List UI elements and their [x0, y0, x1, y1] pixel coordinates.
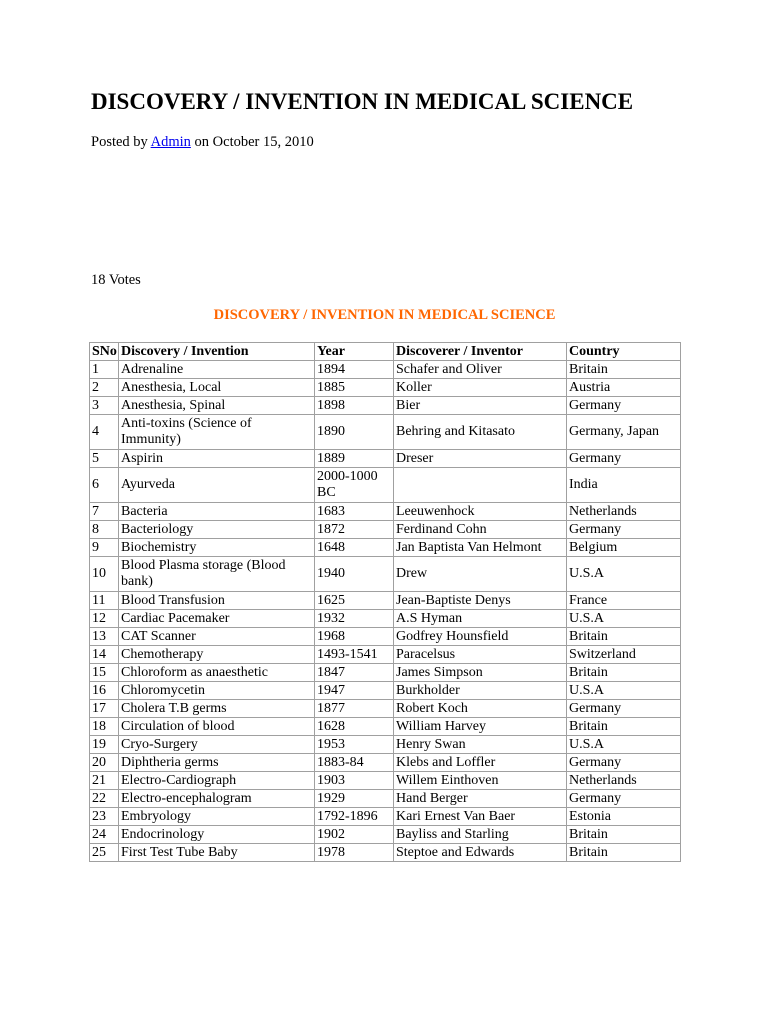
cell-discoverer: Jan Baptista Van Helmont — [394, 539, 567, 557]
cell-discovery: Biochemistry — [119, 539, 315, 557]
cell-sno: 17 — [90, 700, 119, 718]
cell-year: 1902 — [315, 826, 394, 844]
cell-country: Britain — [567, 844, 681, 862]
cell-country: India — [567, 468, 681, 503]
cell-discovery: Adrenaline — [119, 361, 315, 379]
cell-year: 1898 — [315, 397, 394, 415]
table-row — [90, 415, 681, 450]
cell-year: 1889 — [315, 450, 394, 468]
cell-sno: 14 — [90, 646, 119, 664]
cell-year: 1953 — [315, 736, 394, 754]
cell-year: 1929 — [315, 790, 394, 808]
table-row — [90, 646, 681, 664]
cell-sno: 7 — [90, 503, 119, 521]
cell-year: 1792-1896 — [315, 808, 394, 826]
table-row — [90, 772, 681, 790]
cell-discovery: Circulation of blood — [119, 718, 315, 736]
cell-discovery: First Test Tube Baby — [119, 844, 315, 862]
cell-year: 1625 — [315, 592, 394, 610]
author-link[interactable]: Admin — [150, 134, 191, 150]
cell-country: Netherlands — [567, 772, 681, 790]
cell-discovery: Chloroform as anaesthetic — [119, 664, 315, 682]
cell-discoverer — [394, 468, 567, 503]
header-country: Country — [567, 343, 681, 361]
cell-country: Germany, Japan — [567, 415, 681, 450]
cell-country: Britain — [567, 826, 681, 844]
cell-discovery: Bacteria — [119, 503, 315, 521]
cell-year: 1648 — [315, 539, 394, 557]
cell-year: 1947 — [315, 682, 394, 700]
cell-country: Estonia — [567, 808, 681, 826]
cell-discovery: Cardiac Pacemaker — [119, 610, 315, 628]
page-title: DISCOVERY / INVENTION IN MEDICAL SCIENCE — [91, 89, 634, 114]
cell-sno: 11 — [90, 592, 119, 610]
cell-year: 1883-84 — [315, 754, 394, 772]
cell-sno: 13 — [90, 628, 119, 646]
cell-country: U.S.A — [567, 610, 681, 628]
table-row — [90, 664, 681, 682]
cell-country: Britain — [567, 628, 681, 646]
cell-discoverer: Bayliss and Starling — [394, 826, 567, 844]
cell-year: 1940 — [315, 557, 394, 592]
cell-discovery: Chloromycetin — [119, 682, 315, 700]
cell-discoverer: Henry Swan — [394, 736, 567, 754]
table-row — [90, 521, 681, 539]
cell-country: Germany — [567, 790, 681, 808]
cell-discovery: Electro-encephalogram — [119, 790, 315, 808]
byline-prefix: Posted by — [91, 134, 151, 150]
cell-sno: 6 — [90, 468, 119, 503]
table-row — [90, 557, 681, 592]
cell-country: Germany — [567, 754, 681, 772]
cell-discoverer: Willem Einthoven — [394, 772, 567, 790]
table-row — [90, 610, 681, 628]
cell-discovery: CAT Scanner — [119, 628, 315, 646]
cell-year: 2000-1000 BC — [315, 468, 394, 503]
table-row — [90, 808, 681, 826]
cell-sno: 4 — [90, 415, 119, 450]
cell-discovery: Cryo-Surgery — [119, 736, 315, 754]
cell-sno: 18 — [90, 718, 119, 736]
cell-country: Germany — [567, 450, 681, 468]
table-row — [90, 736, 681, 754]
cell-sno: 25 — [90, 844, 119, 862]
table-title: DISCOVERY / INVENTION IN MEDICAL SCIENCE — [213, 307, 556, 323]
table-row — [90, 592, 681, 610]
table-row — [90, 790, 681, 808]
cell-discoverer: Burkholder — [394, 682, 567, 700]
byline-date: on October 15, 2010 — [190, 134, 314, 150]
votes-count: 18 Votes — [91, 272, 141, 288]
cell-discovery: Endocrinology — [119, 826, 315, 844]
cell-discovery: Cholera T.B germs — [119, 700, 315, 718]
cell-discoverer: Robert Koch — [394, 700, 567, 718]
cell-year: 1683 — [315, 503, 394, 521]
cell-sno: 10 — [90, 557, 119, 592]
header-discoverer: Discoverer / Inventor — [394, 343, 567, 361]
cell-country: U.S.A — [567, 736, 681, 754]
cell-sno: 15 — [90, 664, 119, 682]
cell-year: 1872 — [315, 521, 394, 539]
cell-country: France — [567, 592, 681, 610]
table-row — [90, 826, 681, 844]
cell-sno: 9 — [90, 539, 119, 557]
cell-discoverer: Bier — [394, 397, 567, 415]
cell-discovery: Diphtheria germs — [119, 754, 315, 772]
cell-sno: 8 — [90, 521, 119, 539]
cell-discoverer: Paracelsus — [394, 646, 567, 664]
cell-sno: 12 — [90, 610, 119, 628]
cell-discovery: Blood Plasma storage (Blood bank) — [119, 557, 315, 592]
table-row — [90, 628, 681, 646]
cell-year: 1885 — [315, 379, 394, 397]
cell-sno: 16 — [90, 682, 119, 700]
cell-country: Switzerland — [567, 646, 681, 664]
cell-sno: 5 — [90, 450, 119, 468]
cell-discoverer: Hand Berger — [394, 790, 567, 808]
cell-country: Britain — [567, 664, 681, 682]
cell-year: 1894 — [315, 361, 394, 379]
cell-country: Netherlands — [567, 503, 681, 521]
table-body — [90, 361, 681, 862]
cell-discoverer: Koller — [394, 379, 567, 397]
cell-discoverer: Dreser — [394, 450, 567, 468]
cell-country: Austria — [567, 379, 681, 397]
cell-discoverer: Steptoe and Edwards — [394, 844, 567, 862]
cell-discovery: Chemotherapy — [119, 646, 315, 664]
cell-country: U.S.A — [567, 557, 681, 592]
table-row — [90, 397, 681, 415]
cell-country: Belgium — [567, 539, 681, 557]
cell-sno: 20 — [90, 754, 119, 772]
cell-year: 1890 — [315, 415, 394, 450]
cell-discovery: Anesthesia, Spinal — [119, 397, 315, 415]
cell-year: 1493-1541 — [315, 646, 394, 664]
cell-country: Britain — [567, 718, 681, 736]
cell-discoverer: Jean-Baptiste Denys — [394, 592, 567, 610]
table-row — [90, 844, 681, 862]
cell-discovery: Aspirin — [119, 450, 315, 468]
header-discovery: Discovery / Invention — [119, 343, 315, 361]
cell-discoverer: Godfrey Hounsfield — [394, 628, 567, 646]
cell-discoverer: Behring and Kitasato — [394, 415, 567, 450]
discovery-table — [89, 342, 681, 862]
table-row — [90, 754, 681, 772]
table-row — [90, 503, 681, 521]
cell-sno: 1 — [90, 361, 119, 379]
byline — [91, 134, 314, 151]
cell-year: 1903 — [315, 772, 394, 790]
table-row — [90, 682, 681, 700]
cell-year: 1877 — [315, 700, 394, 718]
cell-year: 1968 — [315, 628, 394, 646]
cell-country: Germany — [567, 700, 681, 718]
cell-discoverer: A.S Hyman — [394, 610, 567, 628]
cell-discovery: Electro-Cardiograph — [119, 772, 315, 790]
cell-sno: 23 — [90, 808, 119, 826]
cell-discovery: Anesthesia, Local — [119, 379, 315, 397]
cell-discoverer: Kari Ernest Van Baer — [394, 808, 567, 826]
cell-country: Britain — [567, 361, 681, 379]
cell-sno: 19 — [90, 736, 119, 754]
cell-discovery: Blood Transfusion — [119, 592, 315, 610]
cell-discoverer: Ferdinand Cohn — [394, 521, 567, 539]
table-row — [90, 361, 681, 379]
cell-year: 1978 — [315, 844, 394, 862]
table-row — [90, 539, 681, 557]
cell-discoverer: Drew — [394, 557, 567, 592]
table-row — [90, 718, 681, 736]
table-header-row — [90, 343, 681, 361]
table-row — [90, 700, 681, 718]
cell-discovery: Embryology — [119, 808, 315, 826]
cell-discoverer: Leeuwenhock — [394, 503, 567, 521]
cell-discovery: Bacteriology — [119, 521, 315, 539]
cell-discoverer: Schafer and Oliver — [394, 361, 567, 379]
cell-sno: 24 — [90, 826, 119, 844]
header-sno: SNo — [90, 343, 119, 361]
cell-discoverer: William Harvey — [394, 718, 567, 736]
cell-country: U.S.A — [567, 682, 681, 700]
cell-country: Germany — [567, 521, 681, 539]
cell-year: 1628 — [315, 718, 394, 736]
header-year: Year — [315, 343, 394, 361]
cell-discoverer: Klebs and Loffler — [394, 754, 567, 772]
cell-country: Germany — [567, 397, 681, 415]
cell-sno: 2 — [90, 379, 119, 397]
table-row — [90, 450, 681, 468]
cell-discovery: Anti-toxins (Science of Immunity) — [119, 415, 315, 450]
cell-discoverer: James Simpson — [394, 664, 567, 682]
cell-sno: 22 — [90, 790, 119, 808]
table-row — [90, 468, 681, 503]
cell-sno: 3 — [90, 397, 119, 415]
cell-year: 1932 — [315, 610, 394, 628]
cell-discovery: Ayurveda — [119, 468, 315, 503]
cell-year: 1847 — [315, 664, 394, 682]
table-row — [90, 379, 681, 397]
cell-sno: 21 — [90, 772, 119, 790]
